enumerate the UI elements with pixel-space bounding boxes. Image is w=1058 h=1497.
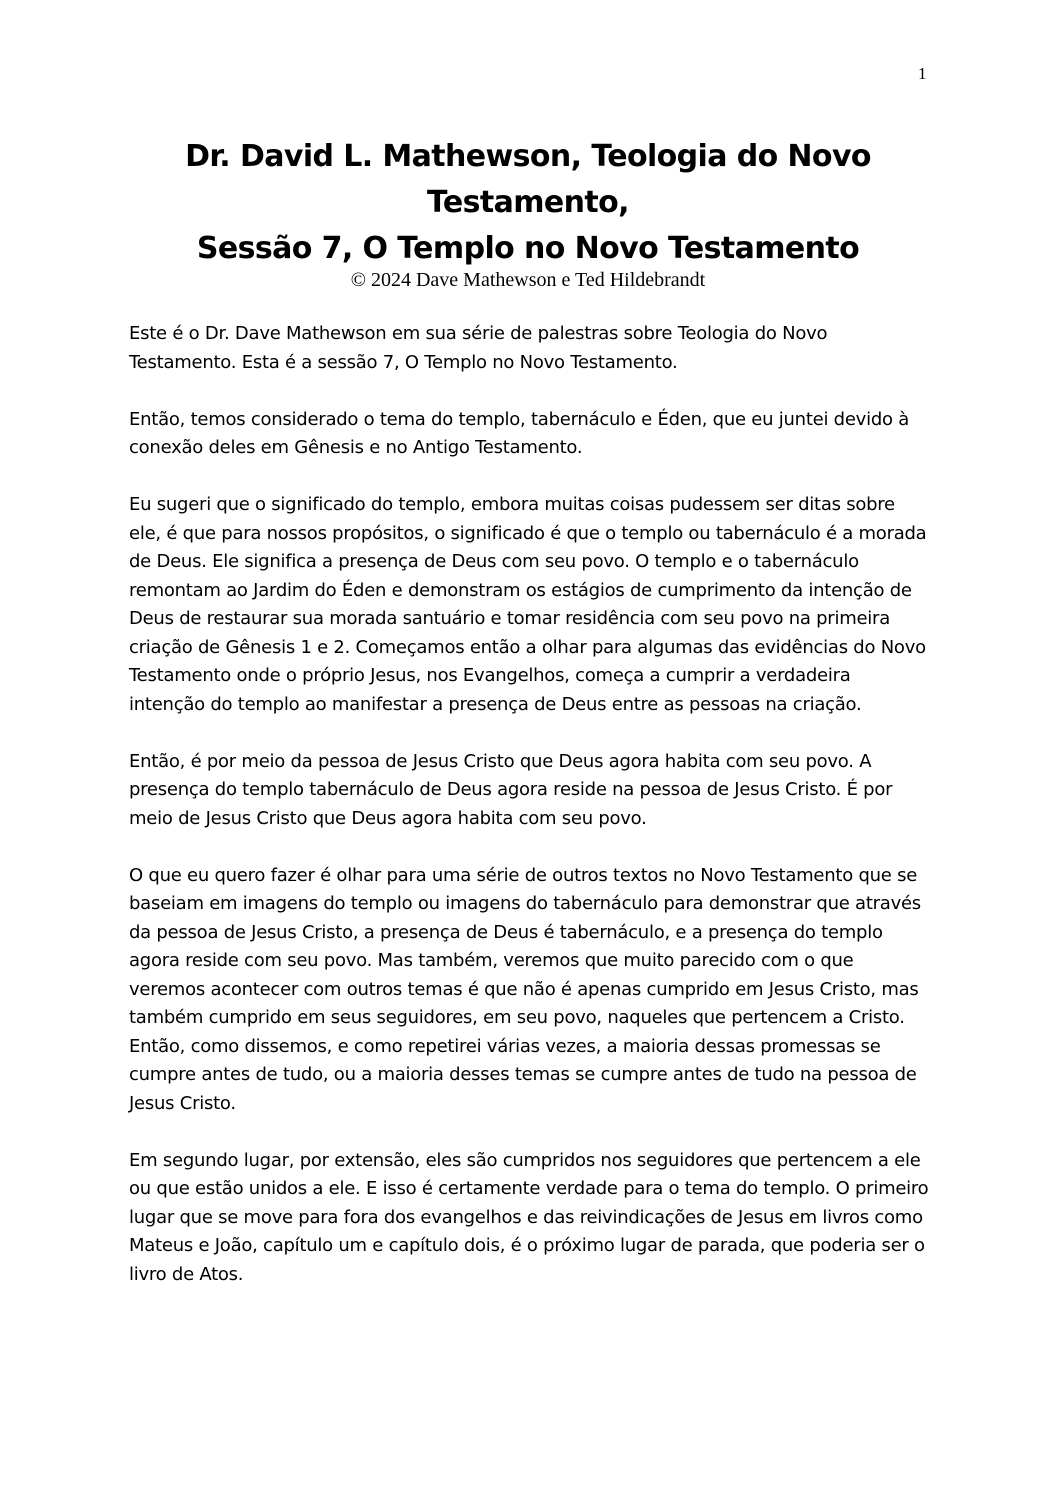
page-number: 1 xyxy=(918,64,927,83)
paragraph: Este é o Dr. Dave Mathewson em sua série de palestras sobre Teologia do Novo Testamento. Esta é a sessão 7, O Templo no Novo Testamento. xyxy=(129,323,828,373)
document-title-line-3: Sessão 7, O Templo no Novo Testamento xyxy=(196,231,860,266)
document-header xyxy=(130,134,926,292)
paragraph: Eu sugeri que o significado do templo, embora muitas coisas pudessem ser ditas sobre ele, é que para nossos propósitos, o significado é que o templo ou tabernáculo é a morada de Deus. Ele significa a presença de Deus com seu povo. O templo e o tabernáculo remontam ao Jardim do Éden e demonstram os estágios de cumprimento da intenção de Deus de restaurar sua morada santuário e tomar residência com seu povo na primeira criação de Gênesis 1 e 2. Começamos então a olhar para algumas das evidências do Novo Testamento onde o próprio Jesus, nos Evangelhos, começa a cumprir a verdadeira intenção do templo ao manifestar a presença de Deus entre as pessoas na criação. xyxy=(129,494,927,715)
document-body xyxy=(129,320,929,1318)
document-title-line-2: Testamento, xyxy=(427,185,629,220)
paragraph: Em segundo lugar, por extensão, eles são cumpridos nos seguidores que pertencem a ele ou que estão unidos a ele. E isso é certamente verdade para o tema do templo. O primeiro lugar que se move para fora dos evangelhos e das reivindicações de Jesus em livros como Mateus e João, capítulo um e capítulo dois, é o próximo lugar de parada, que poderia ser o livro de Atos. xyxy=(129,1149,929,1285)
document-title-line-1: Dr. David L. Mathewson, Teologia do Novo xyxy=(185,139,871,174)
paragraph: Então, temos considerado o tema do templo, tabernáculo e Éden, que eu juntei devido à conexão deles em Gênesis e no Antigo Testamento. xyxy=(129,408,910,458)
copyright-notice: © 2024 Dave Mathewson e Ted Hildebrandt xyxy=(350,269,706,291)
paragraph: Então, é por meio da pessoa de Jesus Cristo que Deus agora habita com seu povo. A presença do templo tabernáculo de Deus agora reside na pessoa de Jesus Cristo. É por meio de Jesus Cristo que Deus agora habita com seu povo. xyxy=(129,750,893,829)
paragraph: O que eu quero fazer é olhar para uma série de outros textos no Novo Testamento que se baseiam em imagens do templo ou imagens do tabernáculo para demonstrar que através da pessoa de Jesus Cristo, a presença de Deus é tabernáculo, e a presença do templo agora reside com seu povo. Mas também, veremos que muito parecido com o que veremos acontecer com outros temas é que não é apenas cumprido em Jesus Cristo, mas também cumprido em seus seguidores, em seu povo, naqueles que pertencem a Cristo. Então, como dissemos, e como repetirei várias vezes, a maioria dessas promessas se cumpre antes de tudo, ou a maioria desses temas se cumpre antes de tudo na pessoa de Jesus Cristo. xyxy=(129,864,921,1114)
